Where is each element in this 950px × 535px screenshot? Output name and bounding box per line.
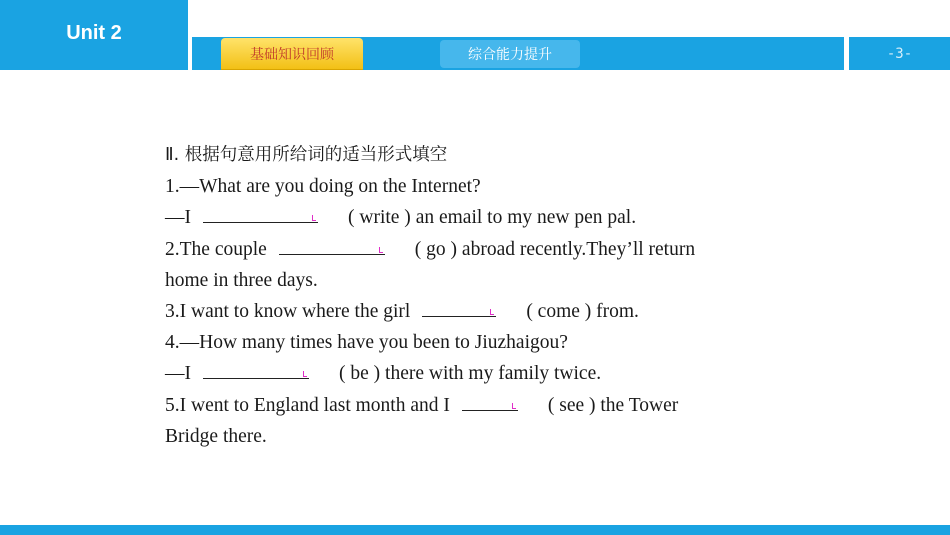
question-2-rest: abroad recently.They’ll return (461, 238, 696, 260)
question-1-rest: an email to my new pen pal. (415, 207, 637, 229)
exercise-heading: Ⅱ. 根据句意用所给词的适当形式填空 (165, 145, 448, 165)
question-5-line (165, 390, 805, 421)
question-3-rest: from. (596, 300, 639, 322)
question-2-hint: ( go ) (414, 238, 458, 260)
question-3-line (165, 296, 805, 327)
answer-blank-1[interactable] (203, 206, 318, 223)
question-2-lead: 2.The couple (165, 238, 267, 260)
question-5-rest: the Tower (600, 394, 679, 416)
question-1-hint: ( write ) (348, 207, 411, 229)
question-3-lead: 3.I want to know where the girl (165, 300, 411, 322)
question-4-lead: —I (165, 363, 191, 385)
page-number: -3- (849, 37, 950, 70)
question-1-prompt: 1.—What are you doing on the Internet? (165, 176, 481, 198)
tab-comprehensive-ability[interactable]: 综合能力提升 (440, 40, 580, 68)
question-4-answer-line (165, 358, 805, 389)
answer-blank-2[interactable] (279, 238, 385, 255)
question-2-continuation: home in three days. (165, 269, 318, 291)
question-5-hint: ( see ) (547, 394, 596, 416)
answer-blank-4[interactable] (203, 362, 309, 379)
question-4-prompt: 4.—How many times have you been to Jiuzhaigou? (165, 332, 568, 354)
question-1-answer-line (165, 202, 805, 233)
question-4-rest: there with my family twice. (385, 363, 602, 385)
unit-label: Unit 2 (0, 0, 188, 70)
tab-basic-knowledge[interactable]: 基础知识回顾 (221, 38, 363, 70)
answer-blank-5[interactable] (462, 394, 518, 411)
exercise-content (165, 140, 805, 452)
question-4-hint: ( be ) (339, 363, 381, 385)
question-5-continuation: Bridge there. (165, 425, 267, 447)
question-5-lead: 5.I went to England last month and I (165, 394, 450, 416)
question-3-hint: ( come ) (526, 300, 592, 322)
question-1-lead: —I (165, 207, 191, 229)
answer-blank-3[interactable] (422, 300, 496, 317)
question-2-line (165, 234, 805, 265)
bottom-bar (0, 525, 950, 535)
